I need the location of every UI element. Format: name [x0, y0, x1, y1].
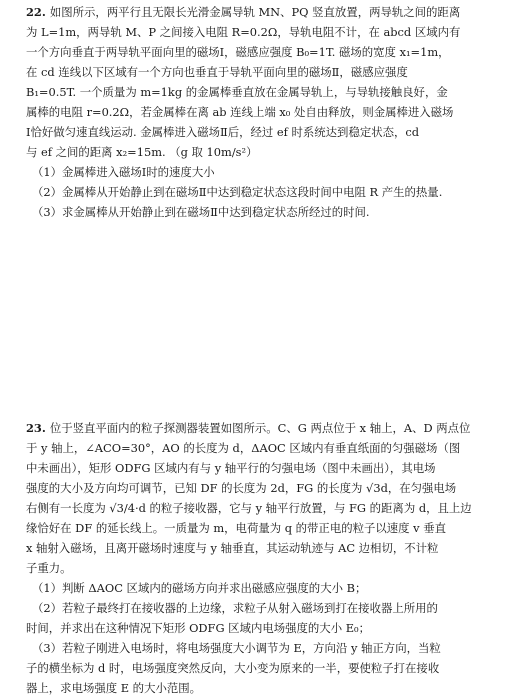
- question-22: [26, 2, 506, 222]
- sub-question: （2）若粒子最终打在接收器的上边缘，求粒子从射入磁场到打在接收器上所用的: [32, 601, 438, 615]
- question-text-line: 为 L=1m，两导轨 M、P 之间接入电阻 R=0.2Ω，导轨电阻不计，在 abcd 区域内有: [26, 25, 461, 39]
- sub-question: （3）求金属棒从开始静止到在磁场Ⅱ中达到稳定状态所经过的时间.: [32, 205, 370, 219]
- question-text-line: 23. 位于竖直平面内的粒子探测器装置如图所示。C、G 两点位于 x 轴上，A、D 两点位: [26, 421, 471, 435]
- question-text-line: Ⅰ恰好做匀速直线运动. 金属棒进入磁场Ⅱ后，经过 ef 时系统达到稳定状态，cd: [26, 125, 420, 139]
- sub-question-continuation: 子的横坐标为 d 时，电场强度突然反向，大小变为原来的一半，要使粒子打在接收: [26, 661, 440, 675]
- question-text-line: 中未画出），矩形 ODFG 区域内有与 y 轴平行的匀强电场（图中未画出），其电场: [26, 461, 436, 475]
- question-number: 22.: [26, 5, 46, 19]
- question-text-line: 缘恰好在 DF 的延长线上。一质量为 m，电荷量为 q 的带正电的粒子以速度 v 垂直: [26, 521, 447, 535]
- question-text-line: 子重力。: [26, 561, 72, 575]
- sub-question-continuation: 器上，求电场强度 E 的大小范围。: [26, 681, 202, 695]
- question-text-line: 22. 如图所示，两平行且无限长光滑金属导轨 MN、PQ 竖直放置，两导轨之间的距离: [26, 5, 461, 19]
- question-text-line: 与 ef 之间的距离 x₂=15m. （g 取 10m/s²）: [26, 145, 258, 159]
- question-text-line: 属棒的电阻 r=0.2Ω，若金属棒在离 ab 连线上端 x₀ 处自由释放，则金属棒进入磁场: [26, 105, 454, 119]
- sub-question: （2）金属棒从开始静止到在磁场Ⅱ中达到稳定状态这段时间中电阻 R 产生的热量.: [32, 185, 443, 199]
- question-number: 23.: [26, 421, 46, 435]
- sub-question: （1）判断 ΔAOC 区域内的磁场方向并求出磁感应强度的大小 B；: [32, 581, 367, 595]
- question-text-line: 一个方向垂直于两导轨平面向里的磁场Ⅰ，磁感应强度 B₀=1T. 磁场的宽度 x₁=1m，: [26, 45, 450, 59]
- question-text-line: B₁=0.5T. 一个质量为 m=1kg 的金属棒垂直放在金属导轨上，与导轨接触良好，金: [26, 85, 448, 99]
- question-text-line: x 轴射入磁场，且离开磁场时速度与 y 轴垂直，其运动轨迹与 AC 边相切，不计粒: [26, 541, 439, 555]
- question-text-line: 于 y 轴上，∠ACO=30°，AO 的长度为 d，ΔAOC 区域内有垂直纸面的匀强磁场（图: [26, 441, 461, 455]
- question-23: [26, 418, 506, 698]
- question-text-line: 在 cd 连线以下区域有一个方向也垂直于导轨平面向里的磁场Ⅱ，磁感应强度: [26, 65, 408, 79]
- sub-question: （1）金属棒进入磁场Ⅰ时的速度大小: [32, 165, 215, 179]
- question-text-line: 强度的大小及方向均可调节，已知 DF 的长度为 2d，FG 的长度为 √3d，在匀强电场: [26, 481, 457, 495]
- sub-question: （3）若粒子刚进入电场时，将电场强度大小调节为 E，方向沿 y 轴正方向，当粒: [32, 641, 441, 655]
- question-text-line: 右侧有一长度为 √3/4·d 的粒子接收器，它与 y 轴平行放置，与 FG 的距离为 d，且上边: [26, 501, 472, 515]
- sub-question-continuation: 时间，并求出在这种情况下矩形 ODFG 区域内电场强度的大小 E₀；: [26, 621, 370, 635]
